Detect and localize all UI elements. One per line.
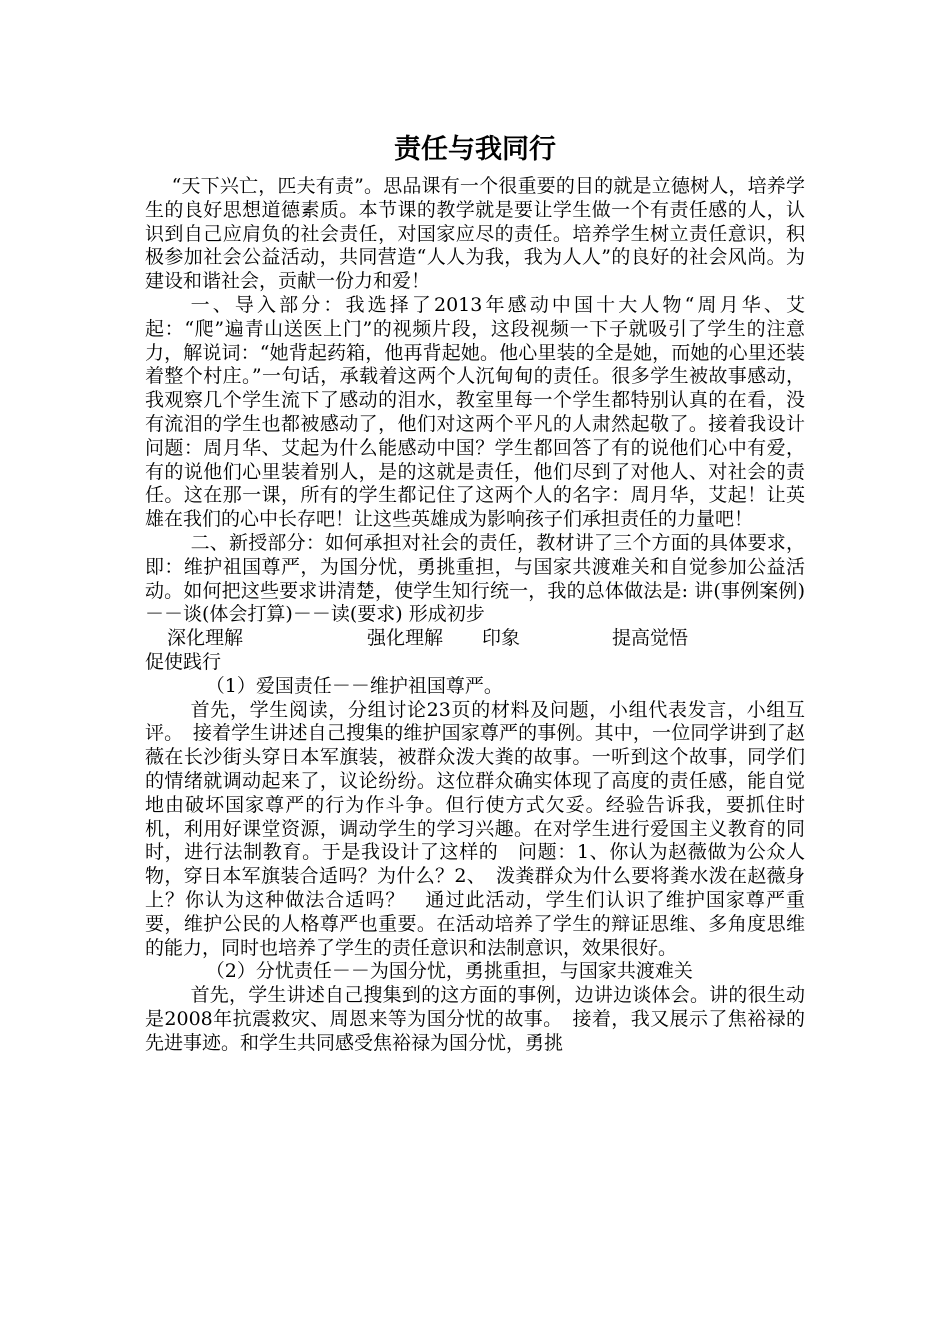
step-strengthen-understanding: 强化理解 xyxy=(367,627,444,650)
step-deepen-understanding: 深化理解 xyxy=(167,627,244,650)
method-steps-row xyxy=(145,627,805,651)
section2-heading: （2）分忧责任－－为国分忧，勇挑重担，与国家共渡难关 xyxy=(205,960,693,983)
step-practice-line: 促使践行 xyxy=(145,650,222,673)
document-title: 责任与我同行 xyxy=(394,134,556,165)
document-body xyxy=(145,175,805,1055)
step-raise-awareness: 提高觉悟 xyxy=(612,627,689,650)
section-intro-paragraph: 一、导入部分：我选择了2013年感动中国十大人物“周月华、艾起：“爬”遍青山送医上门”的视频片段，这段视频一下子就吸引了学生的注意力，解说词：“她背起药箱，他再背起她。他心里装的全是她，而她的心里还装着整个村庄。”一句话，承载着这两个人沉甸甸的责任。很多学生被故事感动，我观察几个学生流下了感动的泪水，教室里每一个学生都特别认真的在看，没有流泪的学生也都被感动了，他们对这两个平凡的人肃然起敬了。接着我设计问题：周月华、艾起为什么能感动中国？学生都回答了有的说他们心中有爱，有的说他们心里装着别人，是的这就是责任，他们尽到了对他人、对社会的责任。这在那一课，所有的学生都记住了这两个人的名字：周月华，艾起！让英雄在我们的心中长存吧！让这些英雄成为影响孩子们承担责任的力量吧！ xyxy=(145,293,805,531)
intro-paragraph: “天下兴亡，匹夫有责”。思品课有一个很重要的目的就是立德树人，培养学生的良好思想道德素质。本节课的教学就是要让学生做一个有责任感的人，认识到自己应肩负的社会责任，对国家应尽的责任。培养学生树立责任意识，积极参加社会公益活动，共同营造“人人为我，我为人人”的良好的社会风尚。为建设和谐社会，贡献一份力和爱！ xyxy=(145,175,805,293)
section2-paragraph: 首先，学生讲述自己搜集到的这方面的事例，边讲边谈体会。讲的很生动是2008年抗震救灾、周恩来等为国分忧的故事。 接着，我又展示了焦裕禄的先进事迹。和学生共同感受焦裕禄为国分忧，勇挑 xyxy=(145,984,805,1054)
section1-paragraph: 首先，学生阅读，分组讨论23页的材料及问题，小组代表发言，小组互评。 接着学生讲述自己搜集的维护国家尊严的事例。其中，一位同学讲到了赵薇在长沙街头穿日本军旗装，被群众泼大粪的故事。一听到这个故事，同学们的情绪就调动起来了，议论纷纷。这位群众确实体现了高度的责任感，能自觉地由破坏国家尊严的行为作斗争。但行使方式欠妥。经验告诉我，要抓住时机，利用好课堂资源，调动学生的学习兴趣。在对学生进行爱国主义教育的同时，进行法制教育。于是我设计了这样的 问题：1、你认为赵薇做为公众人物，穿日本军旗装合适吗？为什么？2、 泼粪群众为什么要将粪水泼在赵薇身上？你认为这种做法合适吗？ 通过此活动，学生们认识了维护国家尊严重要，维护公民的人格尊严也重要。在活动培养了学生的辩证思维、多角度思维的能力，同时也培养了学生的责任意识和法制意识，效果很好。 xyxy=(145,698,805,959)
section-new-teaching-paragraph: 二、新授部分：如何承担对社会的责任，教材讲了三个方面的具体要求，即：维护祖国尊严，为国分忧，勇挑重担，与国家共渡难关和自觉参加公益活动。如何把这些要求讲清楚，使学生知行统一，我的总体做法是: 讲(事例案例)－－谈(体会打算)－－读(要求) 形成初步 xyxy=(145,531,805,626)
section1-heading: （1）爱国责任－－维护祖国尊严。 xyxy=(205,674,503,697)
step-impression: 印象 xyxy=(482,627,521,650)
